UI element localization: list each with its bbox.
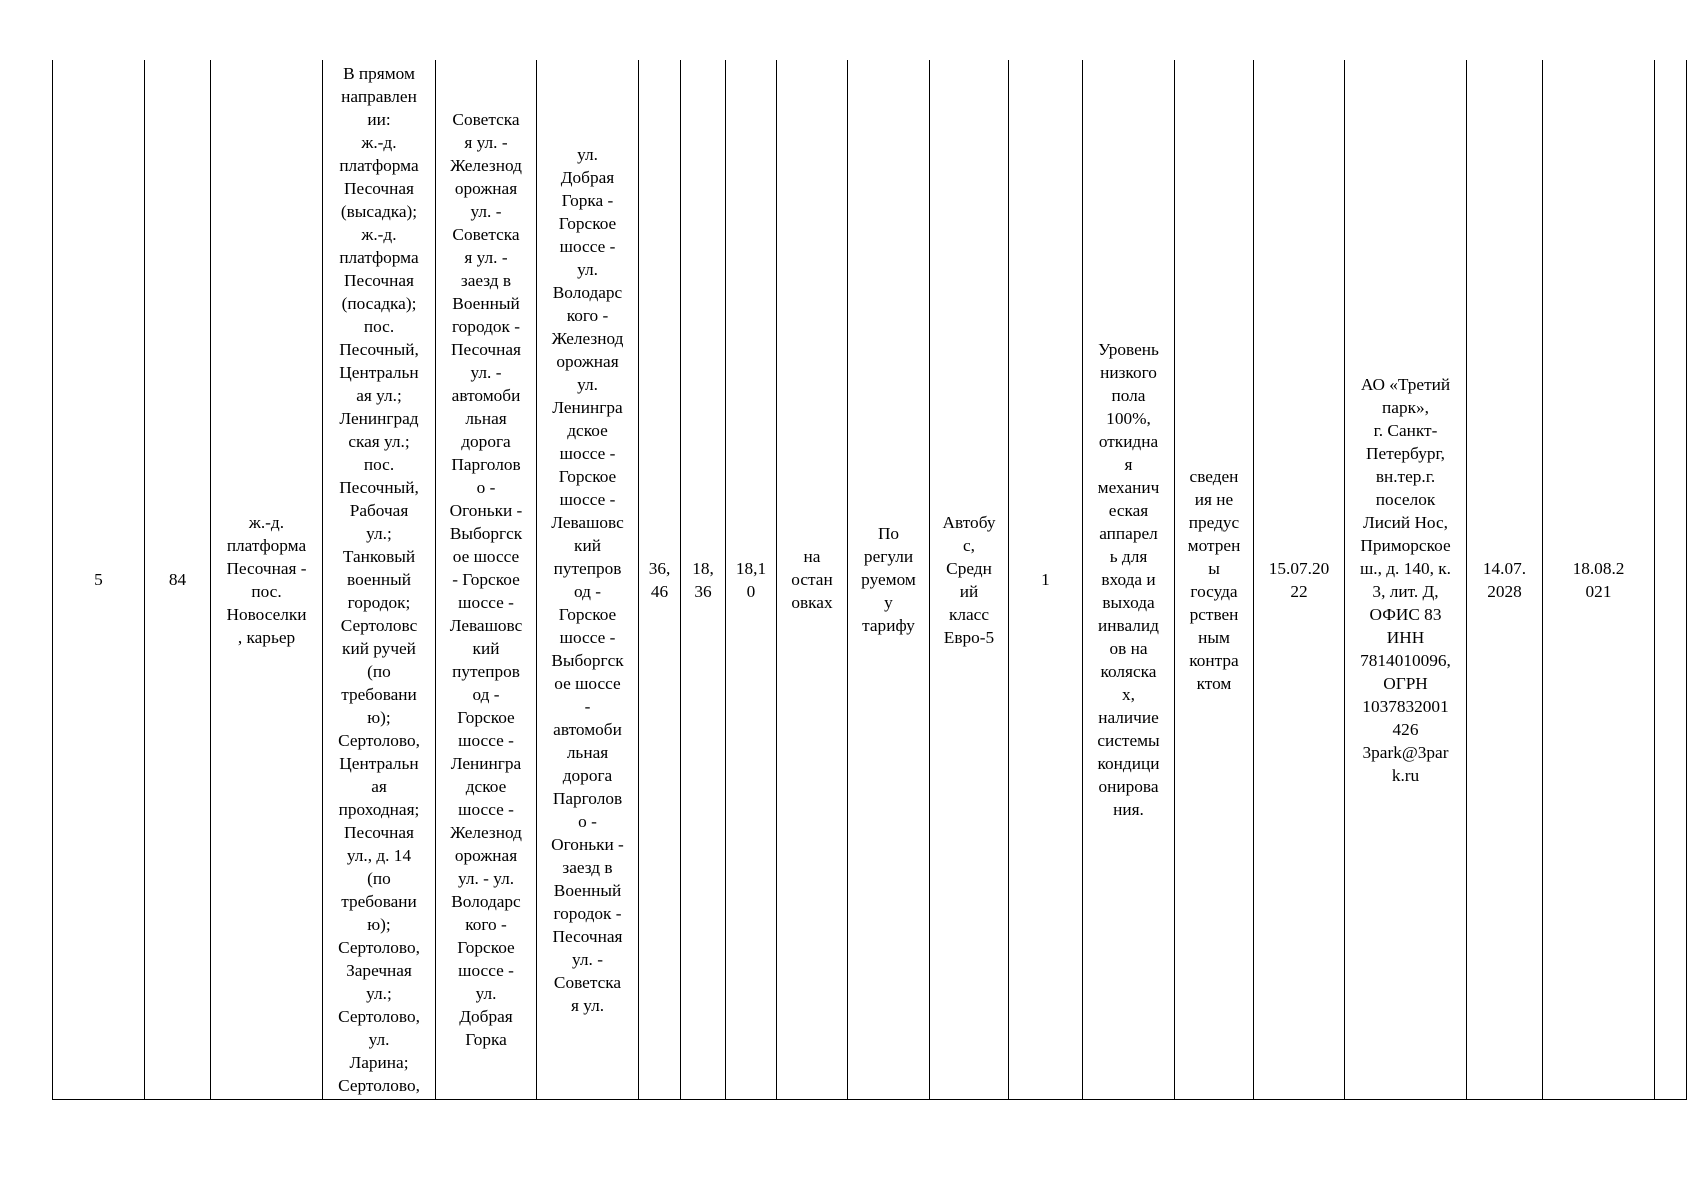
registration-date-cell: 18.08.2 021 <box>1543 60 1655 1100</box>
start-date-cell: 15.07.20 22 <box>1254 60 1345 1100</box>
route-number-cell: 84 <box>145 60 211 1100</box>
stops-forward-cell: В прямом направлен ии: ж.-д. платформа Песочная (высадка); ж.-д. платформа Песочная (посадка); пос. Песочный, Центральн ая ул.; Ленинград ская ул.; пос. Песочный, Рабочая ул.; Танковый военный городок; Сертоловс кий ручей (по требовани ю); Сертолово, Центральн ая проходная; Песочная ул., д. 14 (по требовани ю); Сертолово, Заречная ул.; Сертолово, ул. Ларина; Сертолово, <box>323 60 436 1100</box>
route-register-table <box>52 60 1687 1100</box>
tariff-type-cell: По регули руемом у тарифу <box>848 60 930 1100</box>
length-total-cell: 36, 46 <box>639 60 681 1100</box>
streets-backward-cell: ул. Добрая Горка - Горское шоссе - ул. Володарс кого - Железнод орожная ул. Ленингра дское шоссе - Горское шоссе - Левашовс кий путепров од - Горское шоссе - Выборгск ое шоссе - автомоби льная дорога Парголов о - Огоньки - заезд в Военный городок - Песочная ул. - Советска я ул. <box>537 60 639 1100</box>
length-backward-cell: 18,1 0 <box>726 60 777 1100</box>
contract-info-cell: сведен ия не предус мотрен ы госуда рствен ным контра ктом <box>1175 60 1254 1100</box>
carrier-cell: АО «Третий парк», г. Санкт- Петербург, вн.тер.г. поселок Лисий Нос, Приморское ш., д. 140, к. 3, лит. Д, ОФИС 83 ИНН 7814010096, ОГРН 1037832001 426 3park@3par k.ru <box>1345 60 1467 1100</box>
vehicle-features-cell: Уровень низкого пола 100%, откидна я механич еская аппарел ь для входа и выхода инвалид ов на коляска х, наличие системы кондици онирова ния. <box>1083 60 1175 1100</box>
vehicle-count-cell: 1 <box>1009 60 1083 1100</box>
length-forward-cell: 18, 36 <box>681 60 726 1100</box>
row-number-cell: 5 <box>53 60 145 1100</box>
route-name-cell: ж.-д. платформа Песочная - пос. Новоселки , карьер <box>211 60 323 1100</box>
vehicle-type-cell: Автобу с, Средн ий класс Евро-5 <box>930 60 1009 1100</box>
end-date-cell: 14.07. 2028 <box>1467 60 1543 1100</box>
extra-cell <box>1655 60 1687 1100</box>
streets-forward-cell: Советска я ул. - Железнод орожная ул. - Советска я ул. - заезд в Военный городок - Песочная ул. - автомоби льная дорога Парголов о - Огоньки - Выборгск ое шоссе - Горское шоссе - Левашовс кий путепров од - Горское шоссе - Ленингра дское шоссе - Железнод орожная ул. - ул. Володарс кого - Горское шоссе - ул. Добрая Горка <box>436 60 537 1100</box>
boarding-order-cell: на остан овках <box>777 60 848 1100</box>
table-row <box>53 60 1687 1100</box>
